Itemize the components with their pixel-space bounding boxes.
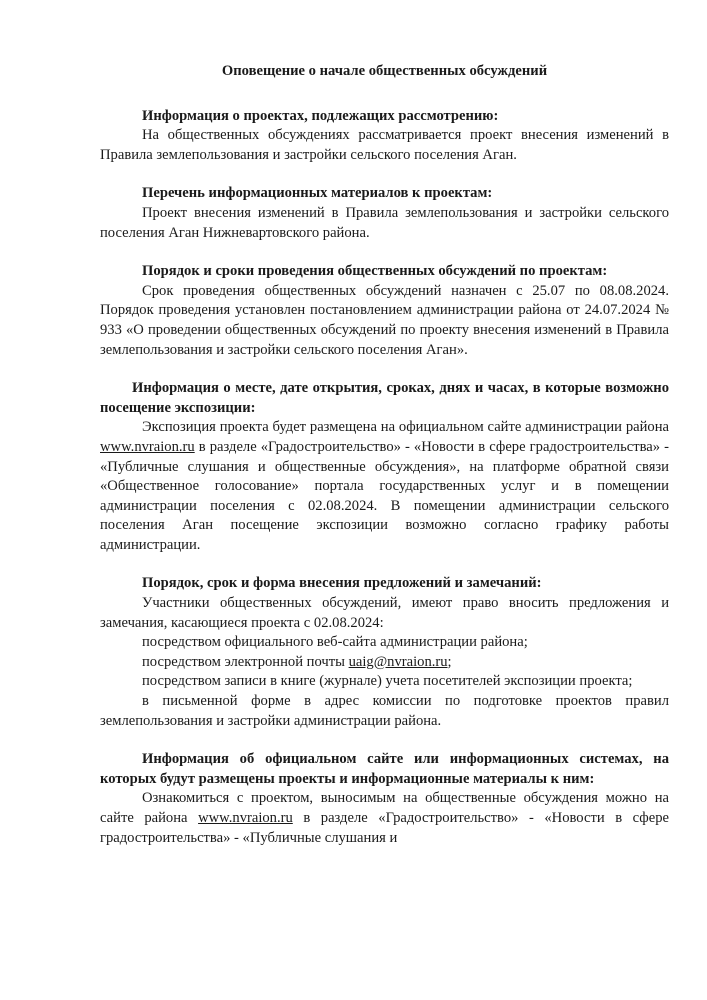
proposals-intro: Участники общественных обсуждений, имеют право вносить предложения и замечания, касающиеся проекта с 02.08.2024:: [100, 595, 669, 631]
section-paragraph: [100, 418, 669, 555]
proposal-method-website: посредством официального веб-сайта администрации района;: [142, 634, 528, 651]
section-paragraph: Проект внесения изменений в Правила землепользования и застройки сельского поселения Аган Нижневартовского района.: [100, 204, 669, 241]
proposal-method-email: [100, 653, 669, 673]
section-info-systems: [100, 750, 669, 848]
paragraph-text: ;: [447, 653, 452, 670]
paragraph-text: Экспозиция проекта будет размещена на официальном сайте администрации района: [142, 419, 669, 436]
section-procedure-terms: [100, 262, 669, 360]
section-heading: Перечень информационных материалов к проектам:: [142, 185, 493, 202]
section-materials: [100, 184, 669, 243]
paragraph-text: в разделе «Градостроительство» - «Новости в сфере градостроительства» - «Публичные слушания и общественные обсуждения», на платформе обратной связи «Общественное голосование» портала государственных услуг и в помещении администрации поселения с 02.08.2024. В помещении администрации сельского поселения Аган посещение экспозиции возможно согласно графику работы администрации.: [100, 438, 669, 553]
section-paragraph: На общественных обсуждениях рассматривается проект внесения изменений в Правила землепользования и застройки сельского поселения Аган.: [100, 127, 669, 163]
section-exposition: [100, 379, 669, 555]
proposal-method-written: в письменной форме в адрес комиссии по подготовке проектов правил землепользования и застройки администрации района.: [100, 693, 669, 729]
paragraph-text: посредством электронной почты: [142, 653, 349, 670]
website-link[interactable]: www.nvraion.ru: [198, 810, 293, 826]
paragraph-text: в разделе «Градостроительство» - «Новости в сфере градостроительства» - «Публичные слушания и: [100, 810, 669, 846]
section-proposals: [100, 574, 669, 731]
website-link[interactable]: www.nvraion.ru: [100, 438, 195, 455]
section-heading: Информация о проектах, подлежащих рассмотрению:: [142, 107, 499, 124]
section-paragraph: Срок проведения общественных обсуждений назначен с 25.07 по 08.08.2024. Порядок проведения установлен постановлением администрации района от 24.07.2024 № 933 «О проведении общественных обсуждений по проекту внесения изменений в Правила землепользования и застройки сельского поселения Аган».: [100, 282, 669, 358]
paragraph-text: Ознакомиться с проектом, выносимым на общественные обсуждения можно на сайте района: [100, 790, 669, 826]
section-heading: Информация об официальном сайте или информационных системах, на которых будут размещены проекты и информационные материалы к ним:: [100, 751, 669, 787]
section-heading: Порядок, срок и форма внесения предложений и замечаний:: [142, 575, 542, 592]
document-title: Оповещение о начале общественных обсуждений: [221, 63, 548, 79]
email-link[interactable]: uaig@nvraion.ru: [348, 653, 448, 670]
section-heading: Порядок и сроки проведения общественных обсуждений по проектам:: [142, 263, 608, 280]
section-paragraph: [100, 789, 669, 848]
proposal-method-journal: посредством записи в книге (журнале) учета посетителей экспозиции проекта;: [142, 673, 633, 690]
section-heading: Информация о месте, дате открытия, сроках, днях и часах, в которые возможно посещение экспозиции:: [100, 380, 669, 416]
section-projects: [100, 107, 669, 166]
